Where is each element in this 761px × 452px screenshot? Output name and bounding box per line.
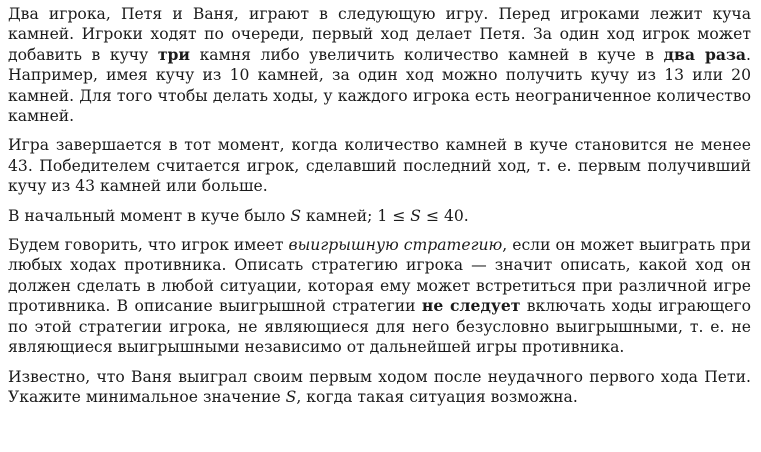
text-segment: , когда такая ситуация возможна.: [296, 387, 578, 406]
variable-s: S: [285, 387, 297, 406]
text-segment: . Например, имея кучу из 10 камней, за один ход можно получить кучу из 13 или 20 камней. Для того чтобы делать ходы, у каждого игрока есть неограниченное количество камней.: [8, 45, 751, 126]
text-segment: Известно, что Ваня выиграл своим первым ходом после неудачного первого хода Пети. Укажите минимальное значение: [8, 367, 751, 406]
text-segment: , если он может выиграть при любых ходах противника. Описать стратегию игрока — значит описать, какой ход он должен сделать в любой ситуации, которая ему может встретиться при различной игре противника. В описание выигрышной стратегии: [8, 236, 752, 316]
text-segment: ≤ 40.: [420, 206, 469, 225]
variable-s: S: [290, 206, 302, 225]
variable-s: S: [410, 206, 421, 225]
bold-text: два раза: [663, 44, 747, 64]
text-segment: Два игрока, Петя и Ваня, играют в следующую игру. Перед игроками лежит куча камней. Игроки ходят по очереди, первый ход делает Петя. За один ход игрок может добавить в кучу: [8, 5, 751, 64]
text-segment: включать ходы играющего по этой стратегии игрока, не являющиеся для него безусловно выигрышными, т. е. не являющиеся выигрышными независимо от дальнейшей игры противника.: [8, 297, 751, 357]
paragraph-question: [8, 367, 751, 408]
paragraph-strategy-definition: [8, 235, 751, 357]
paragraph-game-end: Игра завершается в тот момент, когда количество камней в куче становится не менее 43. Победителем считается игрок, сделавший последний ход, т. е. первым получивший кучу из 43 камней или больше.: [8, 136, 751, 196]
text-segment: Будем говорить, что игрок имеет: [8, 236, 289, 255]
bold-text: три: [157, 44, 190, 64]
paragraph-game-rules: [8, 4, 751, 126]
paragraph-initial-state: [8, 206, 751, 226]
text-segment: В начальный момент в куче было: [8, 206, 291, 225]
bold-text: не следует: [421, 296, 521, 316]
italic-term: выигрышную стратегию: [288, 236, 503, 255]
text-segment: камня либо увеличить количество камней в куче в: [190, 45, 664, 64]
text-segment: камней; 1 ≤: [301, 206, 411, 225]
